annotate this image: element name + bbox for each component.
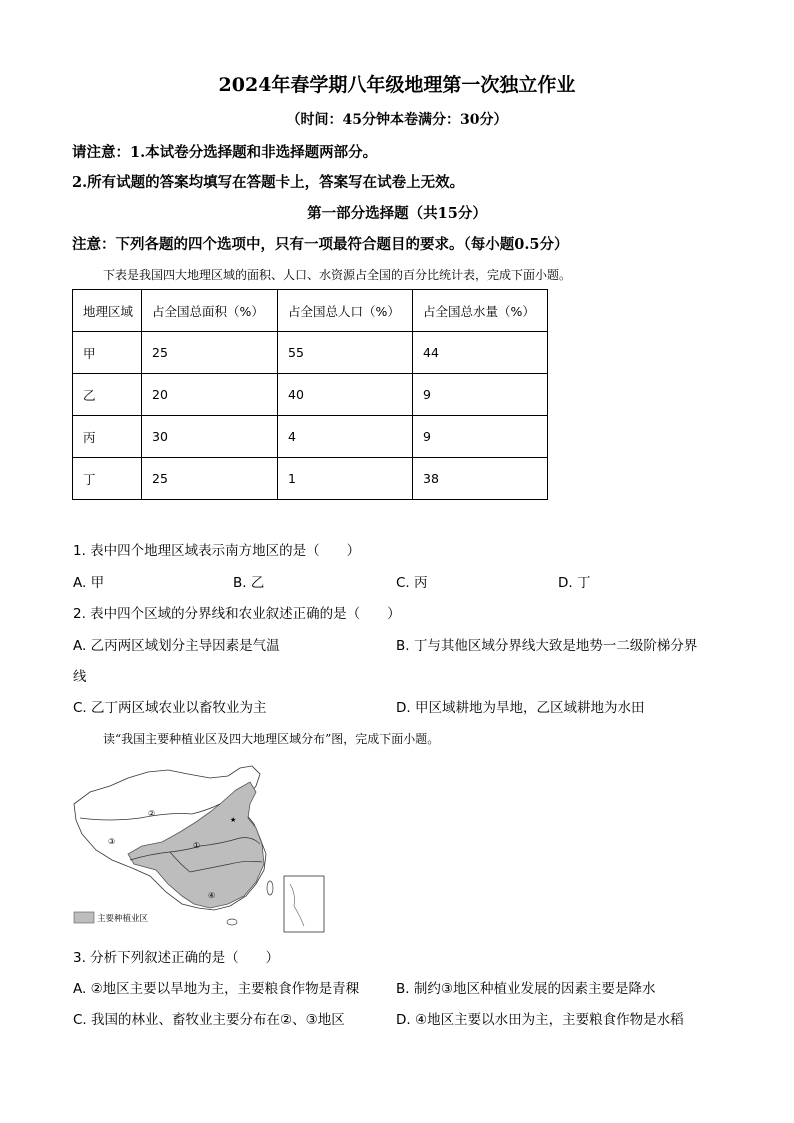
- table-cell: 9: [413, 374, 548, 416]
- table-row: [73, 374, 548, 416]
- table-cell: 20: [142, 374, 278, 416]
- page-subtitle: （时间：45分钟本卷满分：30分）: [286, 112, 508, 128]
- stats-table: [72, 289, 548, 500]
- table-cell: 丙: [73, 416, 142, 458]
- section-note: 注意：下列各题的四个选项中，只有一项最符合题目的要求。（每小题0.5分）: [72, 236, 569, 253]
- table-cell: 乙: [73, 374, 142, 416]
- table-row: [73, 458, 548, 500]
- q2-stem: 2. 表中四个区域的分界线和农业叙述正确的是（ ）: [73, 606, 401, 622]
- table-cell: 1: [278, 458, 413, 500]
- q1-option-a[interactable]: A. 甲: [73, 575, 105, 591]
- table-cell: 55: [278, 332, 413, 374]
- table-header-row: [73, 290, 548, 332]
- q3-option-d[interactable]: D. ④地区主要以水田为主，主要粮食作物是水稻: [396, 1012, 684, 1028]
- q1-option-b[interactable]: B. 乙: [233, 575, 265, 591]
- q1-stem: 1. 表中四个地理区域表示南方地区的是（ ）: [73, 543, 361, 559]
- china-crop-map: [70, 764, 330, 934]
- map-label-1: ①: [193, 841, 201, 850]
- q1-option-d[interactable]: D. 丁: [558, 575, 591, 591]
- table-cell: 25: [142, 332, 278, 374]
- q1-option-c[interactable]: C. 丙: [396, 575, 428, 591]
- table-cell: 38: [413, 458, 548, 500]
- q2-option-c[interactable]: C. 乙丁两区域农业以畜牧业为主: [73, 700, 267, 716]
- table-cell: 丁: [73, 458, 142, 500]
- section-title: 第一部分选择题（共15分）: [307, 205, 487, 222]
- table-header-cell: 占全国总人口（%）: [278, 290, 413, 332]
- map-label-2: ②: [148, 809, 156, 818]
- table-cell: 25: [142, 458, 278, 500]
- page-title: 2024年春学期八年级地理第一次独立作业: [218, 74, 576, 96]
- table-header-cell: 地理区域: [73, 290, 142, 332]
- q3-stem: 3. 分析下列叙述正确的是（ ）: [73, 950, 280, 966]
- q3-option-b[interactable]: B. 制约③地区种植业发展的因素主要是降水: [396, 981, 656, 997]
- q3-option-c[interactable]: C. 我国的林业、畜牧业主要分布在②、③地区: [73, 1012, 345, 1028]
- map-intro: 读“我国主要种植业区及四大地理区域分布”图，完成下面小题。: [103, 732, 440, 746]
- table-header-cell: 占全国总水量（%）: [413, 290, 548, 332]
- table-row: [73, 332, 548, 374]
- map-label-3: ③: [108, 837, 116, 846]
- table-cell: 甲: [73, 332, 142, 374]
- table-row: [73, 416, 548, 458]
- svg-text:★: ★: [230, 816, 237, 824]
- table-intro: 下表是我国四大地理区域的面积、人口、水资源占全国的百分比统计表，完成下面小题。: [103, 268, 572, 282]
- table-cell: 44: [413, 332, 548, 374]
- table-cell: 40: [278, 374, 413, 416]
- q3-option-a[interactable]: A. ②地区主要以旱地为主，主要粮食作物是青稞: [73, 981, 360, 997]
- map-label-4: ④: [208, 891, 216, 900]
- table-cell: 30: [142, 416, 278, 458]
- note-1: 请注意：1.本试卷分选择题和非选择题两部分。: [72, 144, 378, 161]
- q2-option-d[interactable]: D. 甲区域耕地为旱地，乙区域耕地为水田: [396, 700, 645, 716]
- q2-option-b-continued: 线: [73, 669, 87, 685]
- q2-option-a[interactable]: A. 乙丙两区域划分主导因素是气温: [73, 638, 280, 654]
- table-cell: 4: [278, 416, 413, 458]
- q2-option-b[interactable]: B. 丁与其他区域分界线大致是地势一二级阶梯分界: [396, 638, 698, 654]
- table-cell: 9: [413, 416, 548, 458]
- note-2: 2.所有试题的答案均填写在答题卡上，答案写在试卷上无效。: [72, 174, 465, 191]
- map-legend-label: 主要种植业区: [97, 914, 149, 924]
- table-header-cell: 占全国总面积（%）: [142, 290, 278, 332]
